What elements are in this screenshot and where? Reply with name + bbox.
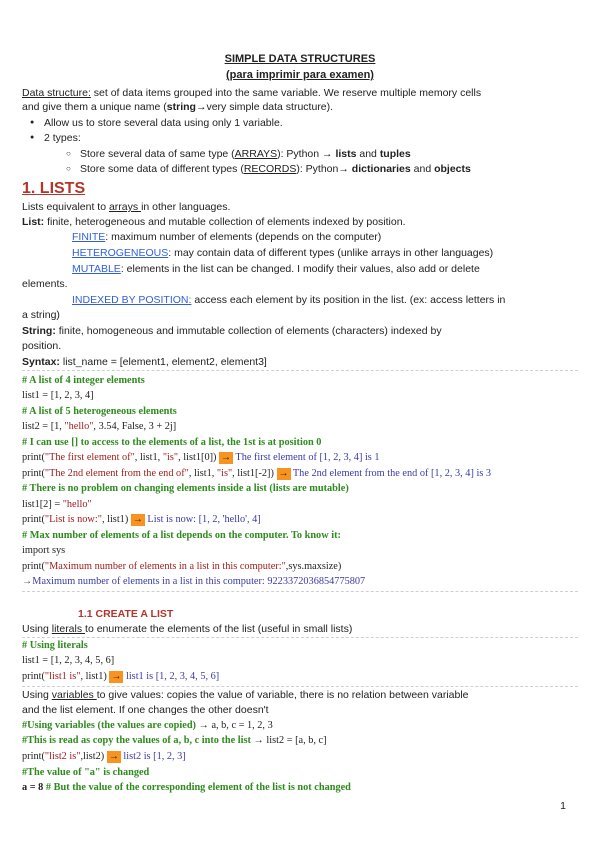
code-text: → list2 = [a, b, c] — [250, 735, 327, 746]
code-text: ,list2) — [80, 751, 105, 762]
code-text: print( — [22, 751, 45, 762]
doc-subtitle: (para imprimir para examen) — [226, 69, 374, 81]
code-comment: # But the value of the corresponding element of the list is not changed — [43, 782, 351, 793]
code-text: a = 8 — [22, 782, 44, 793]
code-output: list2 is [1, 2, 3] — [120, 751, 186, 762]
code-line — [22, 467, 578, 481]
code-comment: # I can use [] to access to the elements of a list, the 1st is at position 0 — [22, 437, 322, 448]
code-output: List is now: [1, 2, 'hello', 4] — [144, 514, 261, 525]
code-string: "list1 is" — [44, 671, 81, 682]
code-string: "Maximum number of elements in a list in this computer:" — [44, 561, 286, 572]
code-text: print( — [22, 514, 45, 525]
sub-bullet-text: Store some data of different types ( — [80, 163, 244, 175]
literals-underlined: literals — [51, 623, 86, 635]
page-number: 1 — [560, 800, 566, 812]
variables-text: to give values: copies the value of variable, there is no relation between variable — [96, 689, 469, 701]
sub-bullet-text: ): Python→ — [296, 163, 352, 175]
prop-indexed — [72, 293, 578, 307]
string-definition — [22, 324, 578, 338]
doc-title: SIMPLE DATA STRUCTURES — [224, 53, 376, 65]
prop-term-link[interactable]: MUTABLE — [72, 263, 121, 275]
string-def-label: String: — [22, 325, 56, 337]
syntax-label: Syntax: — [22, 356, 60, 368]
code-line — [22, 734, 578, 748]
code-string: "hello" — [62, 499, 92, 510]
prop-heterogeneous — [72, 246, 578, 260]
sub-bullet-and: and — [410, 163, 435, 175]
code-comment: #This is read as copy the values of a, b, c into the list — [22, 735, 251, 746]
code-line — [22, 560, 578, 574]
code-text: print( — [22, 468, 45, 479]
code-output-line: →Maximum number of elements in a list in this computer: 9223372036854775807 — [22, 576, 366, 587]
code-text: print( — [22, 452, 45, 463]
code-line — [22, 781, 578, 795]
section-create-list-heading: 1.1 CREATE A LIST — [78, 608, 174, 620]
intro-line-2 — [22, 100, 578, 114]
code-line — [22, 719, 578, 733]
code-text: , list1, — [134, 452, 163, 463]
literals-line — [22, 622, 578, 636]
code-string: "The first element of" — [44, 452, 135, 463]
code-line: list1 = [1, 2, 3, 4] — [22, 390, 94, 401]
lists-equiv-line — [22, 200, 578, 214]
code-line: import sys — [22, 545, 66, 556]
code-line — [22, 513, 578, 527]
sub-bullet-text: Store several data of same type ( — [80, 148, 235, 160]
code-block-divider — [22, 591, 578, 592]
code-text: print( — [22, 671, 45, 682]
variables-line-cont: and the list element. If one changes the other doesn't — [22, 704, 269, 716]
code-comment: # Using literals — [22, 640, 88, 651]
variables-underlined: variables — [51, 689, 97, 701]
prop-term-link[interactable]: HETEROGENEOUS — [72, 247, 169, 259]
code-text: list2 = [1, — [22, 421, 65, 432]
code-comment: #Using variables (the values are copied) — [22, 720, 196, 731]
code-text: → a, b, c = 1, 2, 3 — [196, 720, 273, 731]
prop-term-link[interactable]: FINITE — [72, 231, 106, 243]
code-comment: # Max number of elements of a list depends on the computer. To know it: — [22, 530, 341, 541]
sub-bullet-2 — [80, 162, 578, 176]
sub-bullet-bold: objects — [434, 163, 471, 175]
sub-bullet-1 — [80, 147, 578, 161]
code-line — [22, 498, 578, 512]
output-arrow-icon: → — [111, 671, 122, 682]
code-string: "is" — [216, 468, 233, 479]
code-block-divider — [22, 370, 578, 371]
code-line — [22, 420, 578, 434]
code-output: The 2nd element from the end of [1, 2, 3, 4] is 3 — [290, 468, 492, 479]
section-lists-heading: 1. LISTS — [22, 180, 86, 197]
code-text: , list1[-2]) — [232, 468, 274, 479]
lists-equiv-underlined: arrays — [108, 201, 142, 213]
code-comment: # A list of 4 integer elements — [22, 375, 145, 386]
syntax-text: list_name = [element1, element2, element3] — [59, 356, 267, 368]
syntax-line — [22, 355, 578, 369]
code-text: print( — [22, 561, 45, 572]
list-def-label: List: — [22, 216, 45, 228]
intro-string-word: string — [166, 101, 196, 113]
output-arrow-icon: → — [132, 514, 143, 525]
prop-text: : maximum number of elements (depends on the computer) — [105, 231, 382, 243]
sub-bullet-and: and — [356, 148, 380, 160]
variables-text: Using — [22, 689, 52, 701]
code-text: , list1[0]) — [178, 452, 217, 463]
code-output: The first element of [1, 2, 3, 4] is 1 — [233, 452, 380, 463]
code-text: , 3.54, False, 3 + 2j] — [93, 421, 177, 432]
intro-term: Data structure: — [22, 87, 91, 99]
sub-bullet-underlined: ARRAYS — [234, 148, 278, 160]
code-line — [22, 750, 578, 764]
bullet-1: ● Allow us to store several data using only 1 variable. — [44, 116, 578, 130]
prop-finite — [72, 230, 578, 244]
sub-bullet-bold: dictionaries — [351, 163, 411, 175]
code-comment: # There is no problem on changing elements inside a list (lists are mutable) — [22, 483, 349, 494]
intro-line-1 — [22, 86, 578, 100]
code-text: , list1) — [101, 514, 129, 525]
literals-text: Using — [22, 623, 52, 635]
list-definition — [22, 215, 578, 229]
prop-term-link[interactable]: INDEXED BY POSITION: — [72, 294, 192, 306]
list-def-text: finite, heterogeneous and mutable collection of elements indexed by position. — [44, 216, 406, 228]
prop-mutable-cont: elements. — [22, 278, 68, 290]
code-text: list1[2] = — [22, 499, 63, 510]
prop-text: access each element by its position in the list. (ex: access letters in — [191, 294, 506, 306]
output-arrow-icon: → — [108, 751, 119, 762]
sub-bullet-bold: tuples — [379, 148, 411, 160]
code-text: , list1, — [188, 468, 217, 479]
variables-line — [22, 688, 578, 702]
intro-text-a: set of data items grouped into the same variable. We reserve multiple memory cells — [90, 87, 482, 99]
code-line: list1 = [1, 2, 3, 4, 5, 6] — [22, 655, 115, 666]
code-string: "List is now:" — [44, 514, 102, 525]
output-arrow-icon: → — [221, 452, 232, 463]
output-arrow-icon: → — [278, 468, 289, 479]
code-block-divider — [22, 686, 578, 687]
code-comment: # A list of 5 heterogeneous elements — [22, 406, 177, 417]
code-string: "The 2nd element from the end of" — [44, 468, 189, 479]
intro-text-c: →very simple data structure). — [195, 101, 334, 113]
code-block-divider — [22, 637, 578, 638]
prop-indexed-cont: a string) — [22, 309, 60, 321]
code-string: "is" — [162, 452, 179, 463]
prop-mutable — [72, 262, 578, 276]
code-line — [22, 670, 578, 684]
lists-equiv-text: in other languages. — [141, 201, 231, 213]
sub-bullet-underlined: RECORDS — [243, 163, 297, 175]
code-string: "list2 is" — [44, 751, 81, 762]
lists-equiv-text: Lists equivalent to — [22, 201, 109, 213]
sub-bullet-bold: lists — [335, 148, 357, 160]
string-def-text: finite, homogeneous and immutable collection of elements (characters) indexed by — [55, 325, 442, 337]
code-line — [22, 451, 578, 465]
code-text: ,sys.maxsize) — [285, 561, 342, 572]
literals-text: to enumerate the elements of the list (useful in small lists) — [85, 623, 353, 635]
prop-text: : elements in the list can be changed. I modify their values, also add or delete — [120, 263, 480, 275]
prop-text: : may contain data of different types (unlike arrays in other languages) — [168, 247, 494, 259]
code-string: "hello" — [64, 421, 94, 432]
string-def-cont: position. — [22, 340, 62, 352]
code-text: , list1) — [80, 671, 107, 682]
sub-bullet-text: ): Python → — [277, 148, 336, 160]
code-comment: #The value of "a" is changed — [22, 767, 150, 778]
intro-text-b: and give them a unique name ( — [22, 101, 167, 113]
bullet-2: ● 2 types: — [44, 131, 578, 145]
code-output: list1 is [1, 2, 3, 4, 5, 6] — [123, 671, 220, 682]
